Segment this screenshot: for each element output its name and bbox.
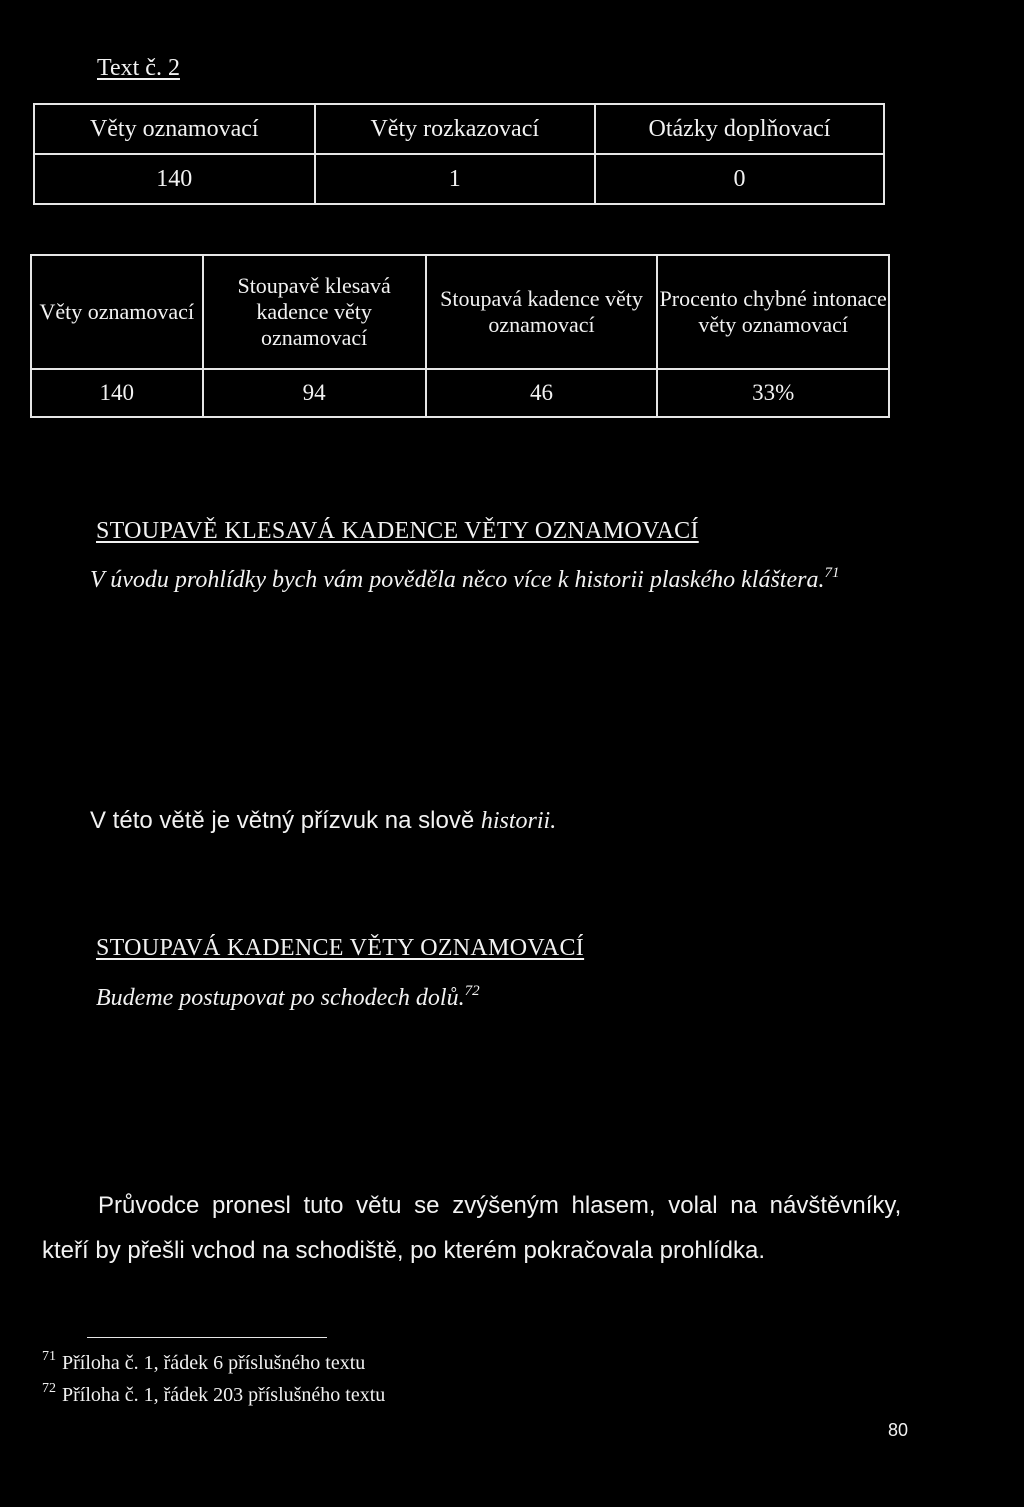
footnote-number: 71 [42,1349,56,1364]
section-heading: STOUPAVÁ KADENCE VĚTY OZNAMOVACÍ [96,935,585,961]
table-header-cell: Věty oznamovací [34,104,315,154]
footnote [42,1349,366,1375]
footnote-ref: 72 [464,983,480,999]
comment-text: V této větě je větný přízvuk na slově [90,807,481,834]
table-header-row [31,255,889,369]
footnote-text: Příloha č. 1, řádek 203 příslušného textu [62,1384,386,1406]
example-sentence [96,983,480,1012]
comment-paragraph [90,807,556,835]
table-header-cell: Stoupavá kadence věty oznamovací [426,255,658,369]
example-sentence [90,565,839,594]
table-cell: 140 [34,154,315,204]
table-cell: 33% [657,369,889,417]
table-cell: 46 [426,369,658,417]
footnote-number: 72 [42,1381,56,1396]
example-text: V úvodu prohlídky bych vám pověděla něco více k historii plaského kláštera. [90,567,825,593]
example-text: Budeme postupovat po schodech dolů. [96,985,465,1011]
cadence-table [30,254,890,418]
table-cell: 1 [315,154,596,204]
table-header-cell: Věty oznamovací [31,255,203,369]
text-label: Text č. 2 [97,55,180,81]
comment-line: Průvodce pronesl tuto větu se zvýšeným hlasem, volal na návštěvníky, [98,1192,902,1219]
footnote-ref: 71 [824,565,840,581]
section-heading: STOUPAVĚ KLESAVÁ KADENCE VĚTY OZNAMOVACÍ [96,518,699,544]
footnote [42,1381,386,1407]
table-cell: 140 [31,369,203,417]
table-header-row [34,104,884,154]
table-cell: 0 [595,154,884,204]
table-header-cell: Procento chybné intonace věty oznamovací [657,255,889,369]
page-number: 80 [888,1420,909,1440]
table-row [34,154,884,204]
footnote-text: Příloha č. 1, řádek 6 příslušného textu [62,1352,366,1374]
comment-line: kteří by přešli vchod na schodiště, po kterém pokračovala prohlídka. [42,1237,766,1264]
table-header-cell: Otázky doplňovací [595,104,884,154]
table-header-cell: Stoupavě klesavá kadence věty oznamovací [203,255,426,369]
footnote-divider [87,1337,327,1338]
table-cell: 94 [203,369,426,417]
table-row [31,369,889,417]
sentence-type-table [33,103,885,205]
table-header-cell: Věty rozkazovací [315,104,596,154]
emphasized-word: historii. [480,808,557,834]
